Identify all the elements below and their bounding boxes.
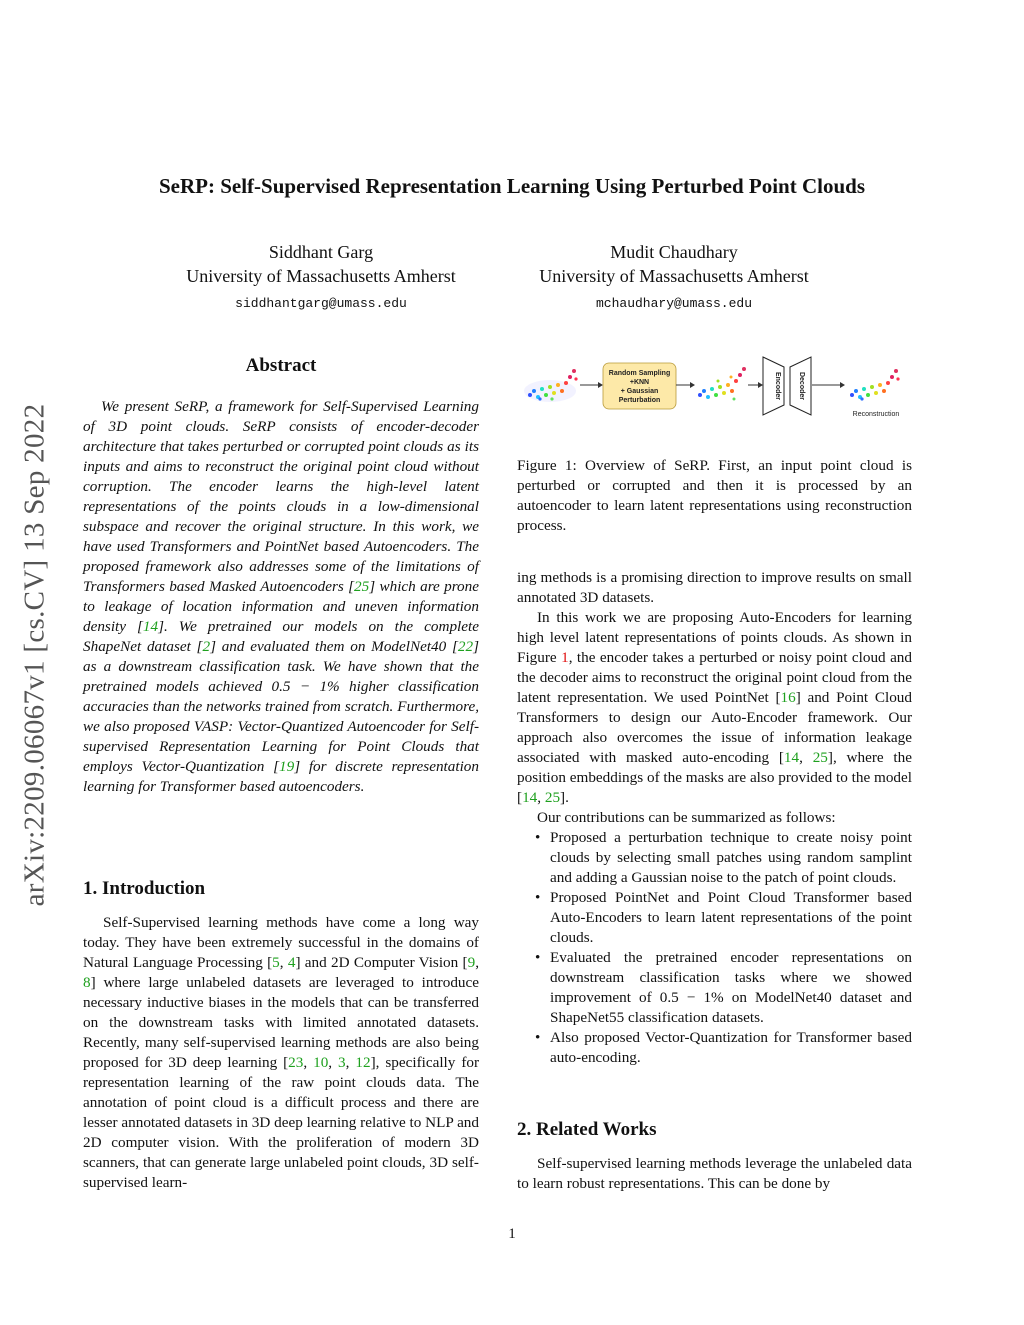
author-block bbox=[494, 240, 854, 316]
input-point-cloud bbox=[524, 369, 578, 402]
citation-link[interactable]: 3 bbox=[338, 1054, 346, 1071]
related-works-heading: 2. Related Works bbox=[517, 1119, 657, 1140]
encoder-label: Encoder bbox=[774, 371, 781, 401]
citation-link[interactable]: 25 bbox=[354, 578, 370, 595]
author-email[interactable]: siddhantgarg@umass.edu bbox=[235, 296, 407, 311]
citation-link[interactable]: 25 bbox=[544, 789, 561, 806]
reconstruction-label: Reconstruction bbox=[852, 411, 900, 418]
perturbation-label: +KNN bbox=[629, 379, 650, 386]
author-block bbox=[141, 240, 501, 316]
arxiv-stamp bbox=[10, 360, 60, 950]
list-item: • Evaluated the pretrained encoder representations on downstream classification tasks where we showed improvement of 0.5 − 1% on ModelNet40 dataset and ShapeNet55 classification datasets. bbox=[517, 948, 912, 1028]
figure-ref-link[interactable]: 1 bbox=[561, 649, 569, 666]
introduction-text: Self-Supervised learning methods have come a long way today. They have been extremely successful in the domains of Natural Language Processing [5, 4] and 2D Computer Vision [9, 8] where large unlabeled datasets are leveraged to introduce necessary inductive biases in the models that can be transferred on the downstream tasks with limited annotated datasets. Recently, many self-supervised learning methods are also being proposed for 3D deep learning [23, 10, 3, 12], specifically for representation learning of the raw point clouds data. The annotation of point cloud is a difficult process and there are lesser annotated datasets in 3D deep learning relative to NLP and 2D computer vision. With the proliferation of modern 3D scanners, that can generate large unlabeled point clouds, 3D self-supervised learn- bbox=[83, 914, 480, 1191]
paragraph: In this work we are proposing Auto-Encoders for learning high level latent representations of points clouds. As shown in Figure 1, the encoder takes a perturbed or noisy point cloud and the decoder aims to reconstruct the original point cloud from the latent representation. We used PointNet [16] and Point Cloud Transformers to design our Auto-Encoder framework. Our approach also overcomes the issue of information leakage associated with masked auto-encoding [14, 25], where the position embeddings of the masks are also provided to the model [14, 25]. bbox=[517, 609, 912, 806]
figure-caption: Figure 1: Overview of SeRP. First, an input point cloud is perturbed or corrupted and then it is processed by an autoencoder to learn latent representations using reconstruction process. bbox=[517, 457, 912, 534]
list-item: • Proposed a perturbation technique to create noisy point clouds by selecting small patches using random samplint and adding a Gaussian noise to the patch of point clouds. bbox=[517, 828, 912, 888]
citation-link[interactable]: 12 bbox=[355, 1054, 371, 1071]
introduction-section bbox=[83, 879, 479, 1193]
citation-link[interactable]: 25 bbox=[812, 749, 828, 766]
decoder-label: Decoder bbox=[798, 371, 805, 401]
citation-link[interactable]: 14 bbox=[783, 749, 800, 766]
contributions-list bbox=[517, 828, 912, 1068]
citation-link[interactable]: 23 bbox=[288, 1054, 304, 1071]
paragraph: Self-supervised learning methods leverage the unlabeled data to learn robust representations. This can be done by bbox=[517, 1155, 912, 1192]
figure-1-diagram bbox=[522, 355, 917, 425]
citation-link[interactable]: 5 bbox=[272, 954, 280, 971]
citation-link[interactable]: 14 bbox=[522, 789, 538, 806]
right-column-text bbox=[517, 568, 912, 1068]
list-item: • Also proposed Vector-Quantization for Transformer based auto-encoding. bbox=[517, 1028, 912, 1068]
abstract-heading: Abstract bbox=[245, 355, 317, 376]
related-works-section bbox=[517, 1120, 912, 1194]
perturbation-label: Random Sampling bbox=[608, 370, 671, 377]
introduction-heading: 1. Introduction bbox=[83, 878, 206, 899]
abstract-section bbox=[83, 356, 479, 797]
citation-link[interactable]: 14 bbox=[142, 618, 159, 635]
author-name: Mudit Chaudhary bbox=[610, 242, 738, 262]
citation-link[interactable]: 22 bbox=[457, 638, 474, 655]
author-email[interactable]: mchaudhary@umass.edu bbox=[595, 296, 753, 311]
citation-link[interactable]: 16 bbox=[780, 689, 796, 706]
list-item: • Proposed PointNet and Point Cloud Transformer based Auto-Encoders to learn latent representations of the point clouds. bbox=[517, 888, 912, 948]
page-number: 1 bbox=[508, 1226, 516, 1242]
arxiv-id: arXiv:2209.06067v1 [cs.CV] 13 Sep 2022 bbox=[18, 403, 51, 907]
perturbation-label: + Gaussian bbox=[620, 388, 659, 395]
citation-link[interactable]: 8 bbox=[83, 974, 91, 991]
citation-link[interactable]: 4 bbox=[287, 954, 296, 971]
citation-link[interactable]: 2 bbox=[202, 638, 211, 655]
reconstructed-point-cloud bbox=[850, 369, 900, 401]
paper-title: SeRP: Self-Supervised Representation Learning Using Perturbed Point Clouds bbox=[158, 174, 866, 198]
citation-link[interactable]: 9 bbox=[467, 954, 476, 971]
author-affiliation: University of Massachusetts Amherst bbox=[186, 266, 456, 286]
author-name: Siddhant Garg bbox=[268, 242, 374, 262]
citation-link[interactable]: 19 bbox=[279, 758, 295, 775]
author-affiliation: University of Massachusetts Amherst bbox=[539, 266, 809, 286]
perturbation-label: Perturbation bbox=[618, 397, 661, 404]
paragraph: ing methods is a promising direction to improve results on small annotated 3D datasets. bbox=[517, 569, 912, 606]
paragraph: Our contributions can be summarized as follows: bbox=[537, 809, 836, 826]
perturbed-point-cloud bbox=[698, 367, 746, 401]
abstract-text: We present SeRP, a framework for Self-Supervised Learning of 3D point clouds. SeRP consists of encoder-decoder architecture that takes perturbed or corrupted point clouds as its inputs and aims to reconstruct the original point cloud without corruption. The encoder learns the high-level latent representations of the points clouds in a low-dimensional subspace and recover the original structure. In this work, we have used Transformers and PointNet based Autoencoders. The proposed framework also addresses some of the limitations of Transformers based Masked Autoencoders [25] which are prone to leakage of location information and uneven information density [14]. We pretrained our models on the complete ShapeNet dataset [2] and evaluated them on ModelNet40 [22] as a downstream classification task. We have shown that the pretrained models achieved 0.5 − 1% higher classification accuracies than the networks trained from scratch. Furthermore, we also proposed VASP: Vector-Quantized Autoencoder for Self-supervised Representation Learning for Point Clouds that employs Vector-Quantization [19] for discrete representation learning for Transformer based autoencoders. bbox=[83, 398, 479, 795]
citation-link[interactable]: 10 bbox=[313, 1054, 329, 1071]
